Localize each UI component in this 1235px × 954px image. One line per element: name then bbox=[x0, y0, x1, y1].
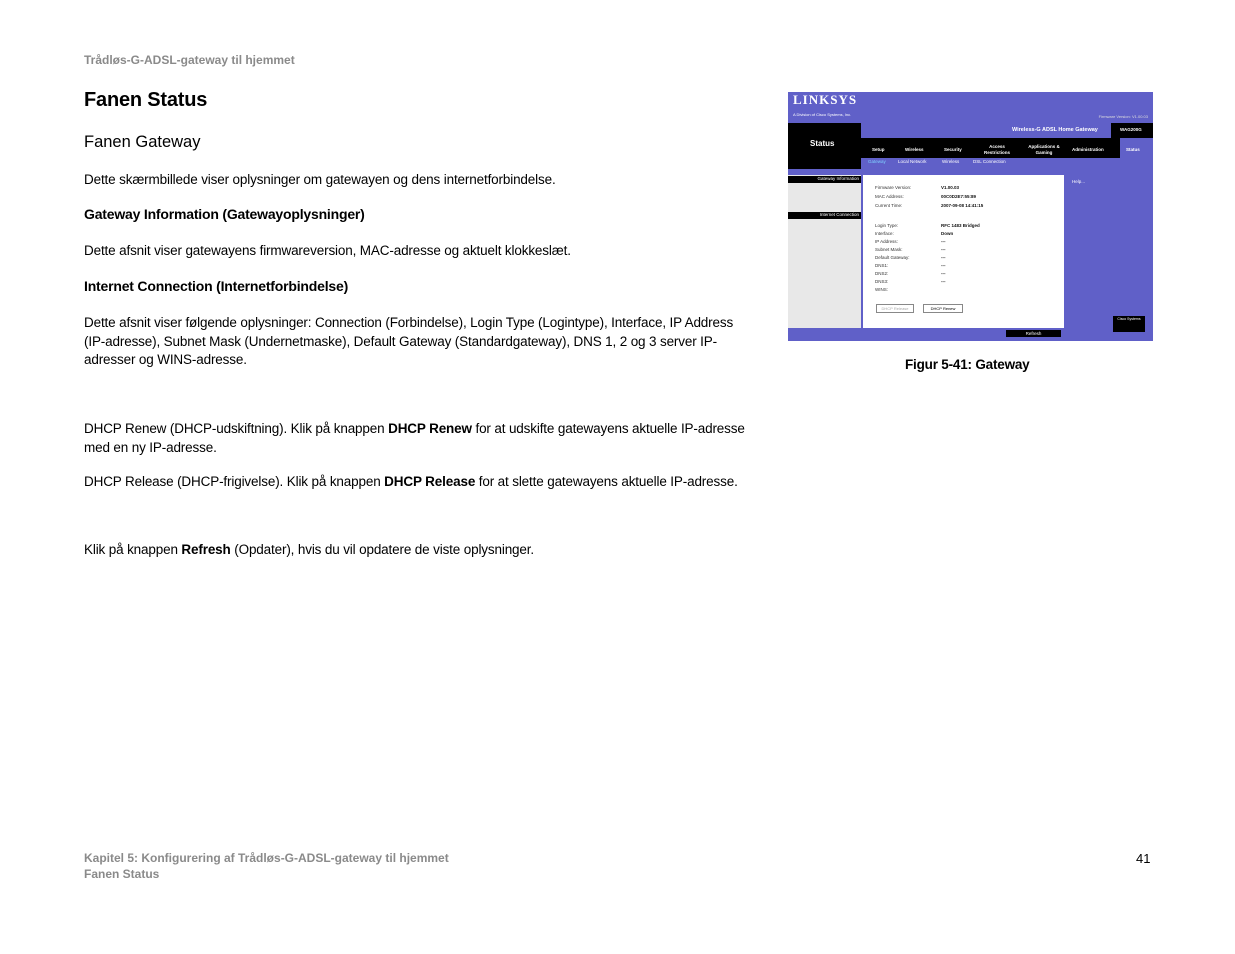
field-label: DNS3: bbox=[875, 279, 889, 284]
subtab-wireless[interactable]: Wireless bbox=[942, 159, 960, 164]
left-column bbox=[788, 175, 861, 328]
product-name: Wireless-G ADSL Home Gateway bbox=[1012, 127, 1098, 133]
dhcp-release-button[interactable]: DHCP Release bbox=[876, 304, 914, 313]
field-label: Default Gateway: bbox=[875, 255, 910, 260]
field-label: Subnet Mask: bbox=[875, 247, 903, 252]
cisco-logo: Cisco Systems bbox=[1113, 316, 1145, 332]
footer-chapter: Kapitel 5: Konfigurering af Trådløs-G-ADSL-gateway til hjemmet bbox=[84, 851, 449, 865]
field-value: Down bbox=[941, 231, 954, 236]
field-value: --- bbox=[941, 279, 946, 284]
footer bbox=[84, 850, 449, 882]
firmware-version-label: Firmware Version: V1.00.03 bbox=[1098, 114, 1148, 119]
field-label: Interface: bbox=[875, 231, 894, 236]
figure-caption: Figur 5-41: Gateway bbox=[905, 357, 1030, 372]
tab-security[interactable]: Security bbox=[944, 147, 962, 152]
field-label: Current Time: bbox=[875, 203, 903, 208]
dhcp-release-paragraph: DHCP Release (DHCP-frigivelse). Klik på knappen DHCP Release for at slette gatewayens aktuelle IP-adresse. bbox=[84, 474, 738, 489]
page-title: Fanen Status bbox=[84, 89, 208, 111]
left-header-gateway-info: Gateway Information bbox=[788, 176, 861, 183]
internet-connection-heading: Internet Connection (Internetforbindelse) bbox=[84, 278, 349, 294]
field-label: MAC Address: bbox=[875, 194, 904, 199]
field-label: DNS1: bbox=[875, 263, 889, 268]
model-name: WAG200G bbox=[1120, 127, 1142, 132]
subtab-dsl-connection[interactable]: DSL Connection bbox=[973, 159, 1006, 164]
field-value: RFC 1483 Bridged bbox=[941, 223, 980, 228]
page-number: 41 bbox=[1136, 851, 1151, 866]
tab-setup[interactable]: Setup bbox=[872, 147, 885, 152]
refresh-paragraph: Klik på knappen Refresh (Opdater), hvis du vil opdatere de viste oplysninger. bbox=[84, 542, 534, 557]
field-value: V1.00.03 bbox=[941, 185, 960, 190]
field-value: --- bbox=[941, 247, 946, 252]
field-label: Login Type: bbox=[875, 223, 899, 228]
field-value: --- bbox=[941, 255, 946, 260]
tab-access-restrictions[interactable]: Access Restrictions bbox=[983, 144, 1010, 155]
tab-administration[interactable]: Administration bbox=[1072, 147, 1104, 152]
intro-paragraph: Dette skærmbillede viser oplysninger om gatewayen og dens internetforbindelse. bbox=[84, 172, 556, 187]
gateway-info-body: Dette afsnit viser gatewayens firmwareversion, MAC-adresse og aktuelt klokkeslæt. bbox=[84, 243, 571, 258]
tab-wireless[interactable]: Wireless bbox=[905, 147, 924, 152]
field-label: Firmware Version: bbox=[875, 185, 912, 190]
gateway-info-heading: Gateway Information (Gatewayoplysninger) bbox=[84, 206, 365, 222]
field-value: --- bbox=[941, 271, 946, 276]
product-bar bbox=[861, 123, 1153, 138]
dhcp-renew-paragraph: DHCP Renew (DHCP-udskiftning). Klik på knappen DHCP Renew for at udskifte gatewayens aktuelle IP-adresse med en ny IP-adresse. bbox=[84, 421, 745, 455]
running-head: Trådløs-G-ADSL-gateway til hjemmet bbox=[84, 53, 295, 67]
gateway-screenshot bbox=[788, 92, 1153, 341]
field-value: --- bbox=[941, 263, 946, 268]
footer-section: Fanen Status bbox=[84, 867, 160, 881]
dhcp-renew-button[interactable]: DHCP Renew bbox=[923, 304, 963, 313]
refresh-button[interactable]: Refresh bbox=[1006, 330, 1061, 337]
tab-status[interactable]: Status bbox=[1126, 147, 1140, 152]
field-value: --- bbox=[941, 239, 946, 244]
subtab-gateway[interactable]: Gateway bbox=[868, 159, 886, 164]
field-label: IP Address: bbox=[875, 239, 898, 244]
help-column bbox=[1069, 175, 1153, 328]
field-label: DNS2: bbox=[875, 271, 889, 276]
subtitle: Fanen Gateway bbox=[84, 133, 201, 151]
help-link[interactable]: Help... bbox=[1072, 179, 1086, 184]
field-value: 2007-09-08 14:41:15 bbox=[941, 203, 984, 208]
field-label: WINS: bbox=[875, 287, 888, 292]
left-header-internet-connection: Internet Connection bbox=[788, 212, 861, 219]
linksys-logo: LINKSYS bbox=[793, 92, 858, 107]
subtab-local-network[interactable]: Local Network bbox=[898, 159, 927, 164]
field-value: 00C0D2E7:55:89 bbox=[941, 194, 977, 199]
internet-connection-body: Dette afsnit viser følgende oplysninger: Connection (Forbindelse), Login Type (Logintype), Interface, IP Address (IP-adresse), Subnet Mask (Undernetmaske), Default Gateway (Standardgateway), DNS 1, 2 og 3 server IP-adresser og WINS-adresse. bbox=[84, 315, 734, 367]
section-label: Status bbox=[810, 139, 835, 148]
tagline: A Division of Cisco Systems, Inc. bbox=[793, 112, 852, 117]
tab-applications-gaming[interactable]: Applications & Gaming bbox=[1028, 144, 1060, 155]
